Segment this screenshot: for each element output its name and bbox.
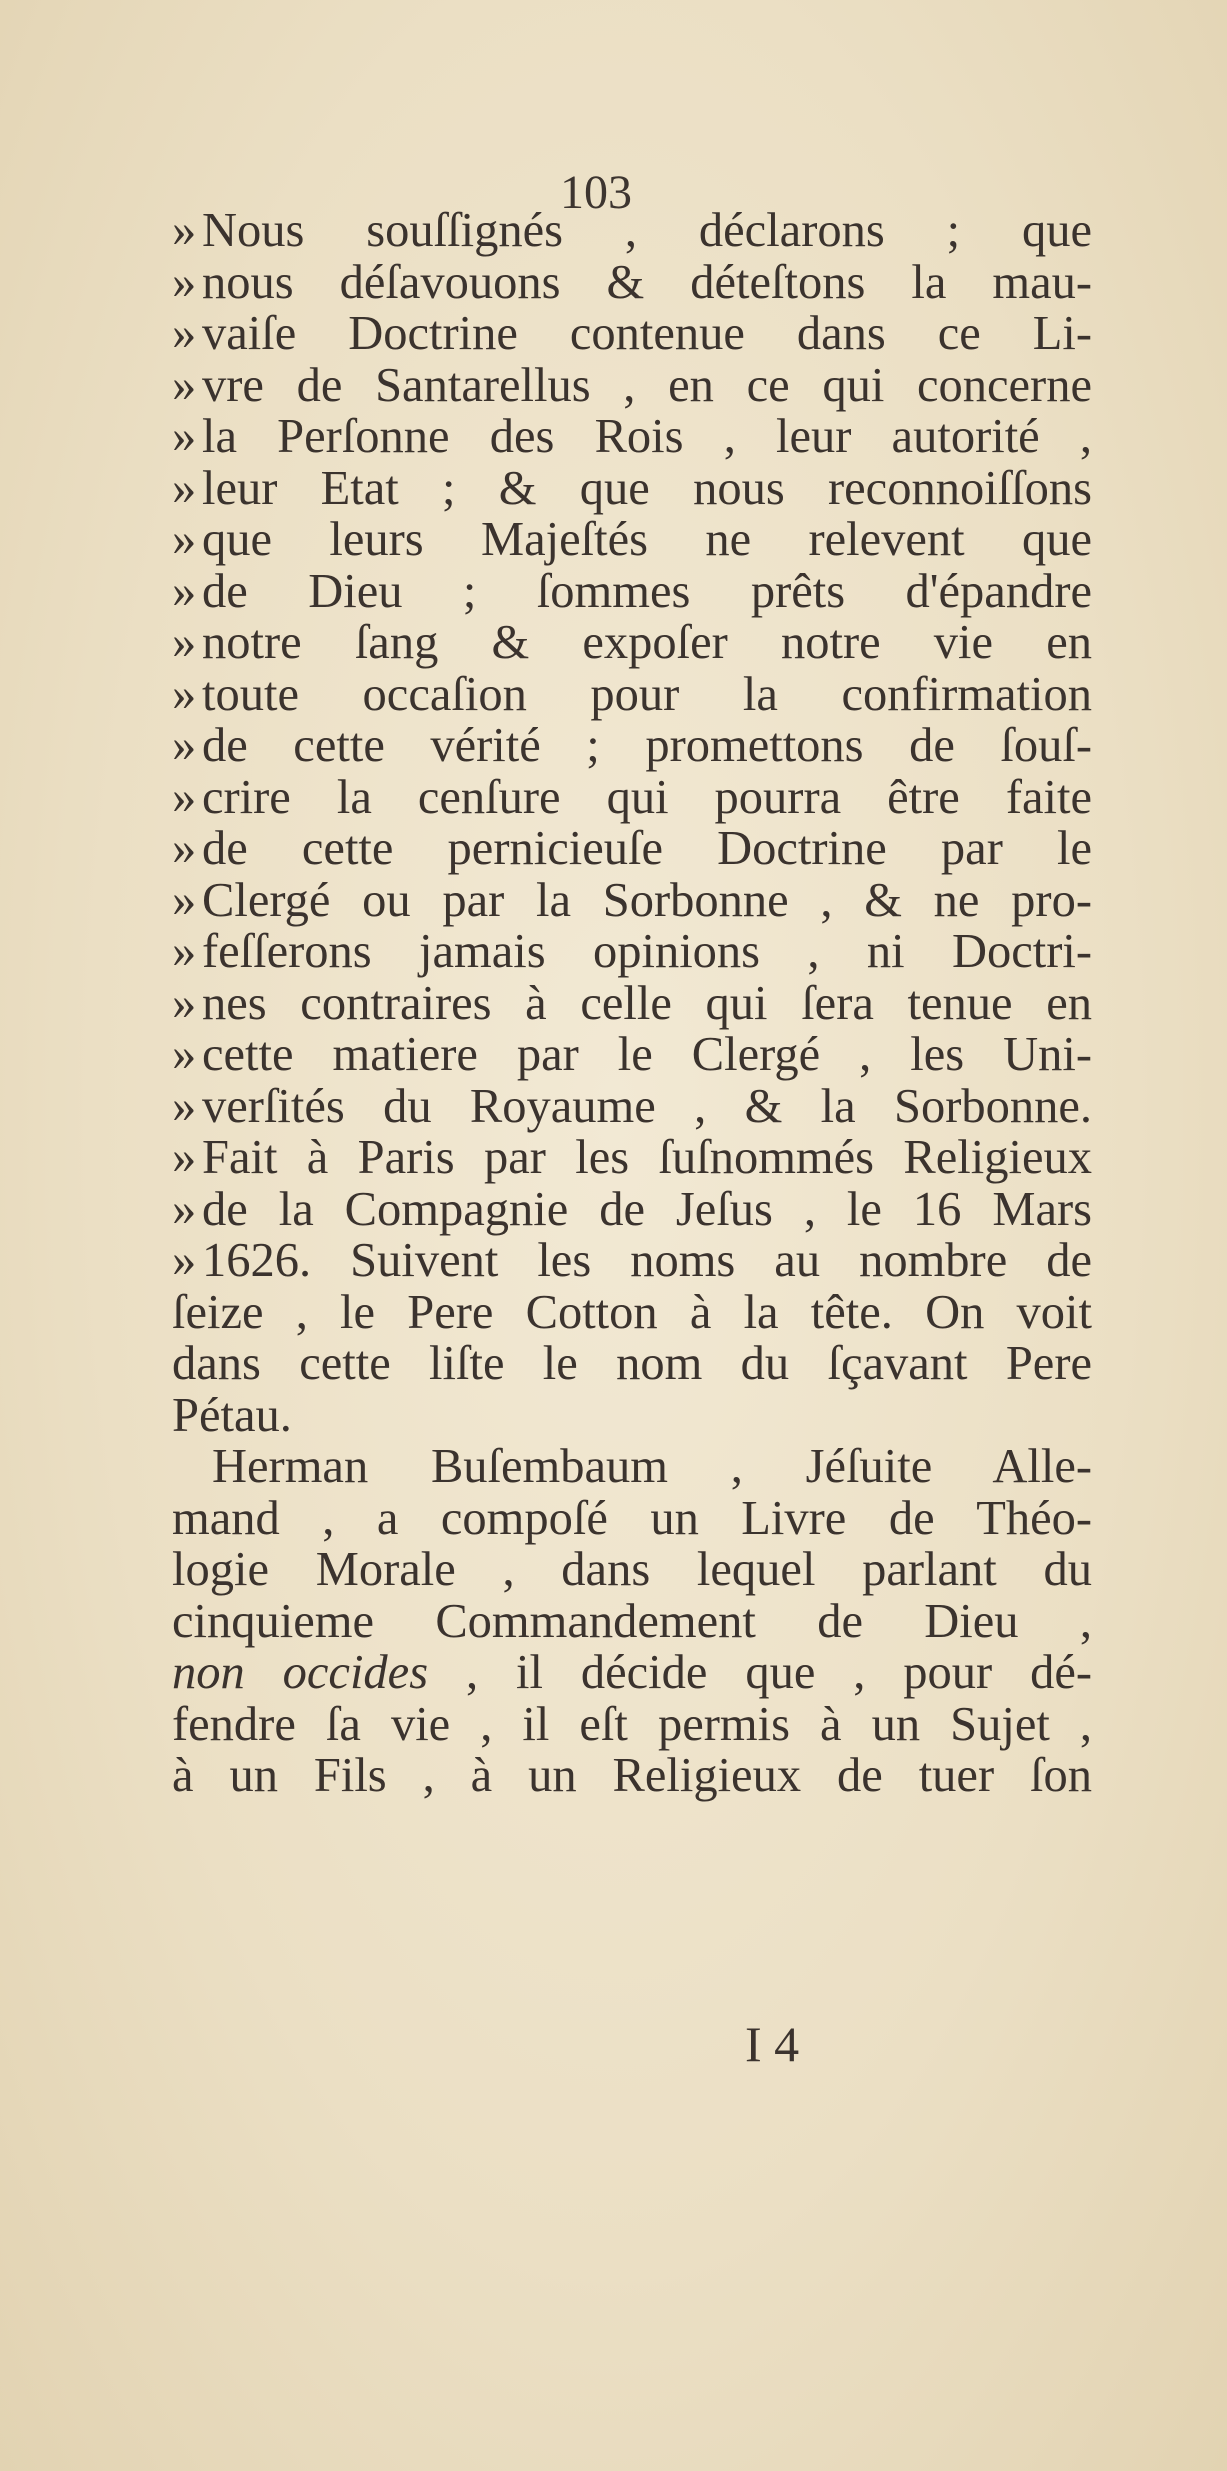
text-line: mand , a compoſé un Livre de Théo- xyxy=(172,1491,1092,1545)
text-line xyxy=(172,1647,1092,1699)
quoted-text: de cette vérité ; promettons de ſouſ- xyxy=(202,719,1092,772)
quote-marker: » xyxy=(172,1131,195,1184)
text-line: Herman Buſembaum , Jéſuite Alle- xyxy=(212,1440,1092,1493)
quoted-text: vre de Santarellus , en ce qui concerne xyxy=(202,358,1092,412)
quote-marker: » xyxy=(172,1182,195,1236)
quoted-text: de Dieu ; ſommes prêts d'épandre xyxy=(202,564,1092,618)
quoted-text: nes contraires à celle qui ſera tenue en xyxy=(202,976,1092,1030)
quoted-text: la Perſonne des Rois , leur autorité , xyxy=(202,410,1092,463)
quote-marker: » xyxy=(172,204,195,257)
quote-marker: » xyxy=(172,616,195,669)
quoted-text: cette matiere par le Clergé , les Uni- xyxy=(202,1028,1092,1081)
quoted-line xyxy=(172,720,1092,772)
page-number: 103 xyxy=(560,166,632,219)
quote-marker: » xyxy=(172,255,195,309)
quoted-text: toute occaſion pour la confirmation xyxy=(202,667,1092,721)
quote-marker: » xyxy=(172,770,195,824)
quoted-declaration xyxy=(172,205,1092,1287)
text-line: fendre ſa vie , il eſt permis à un Sujet , xyxy=(172,1697,1092,1751)
text-line: à un Fils , à un Religieux de tuer ſon xyxy=(172,1749,1092,1802)
text-line: logie Morale , dans lequel parlant du xyxy=(172,1543,1092,1596)
quote-marker: » xyxy=(172,461,195,515)
text-line: cinquieme Commandement de Dieu , xyxy=(172,1594,1092,1648)
quoted-line xyxy=(172,205,1092,257)
quote-marker: » xyxy=(172,719,195,772)
quoted-text: vaiſe Doctrine contenue dans ce Li- xyxy=(202,307,1092,360)
quoted-line xyxy=(172,669,1092,721)
quote-marker: » xyxy=(172,513,195,566)
quoted-line xyxy=(172,1132,1092,1184)
text-block xyxy=(172,205,1092,1802)
quoted-text: que leurs Majeſtés ne relevent que xyxy=(202,513,1092,566)
quoted-line xyxy=(172,978,1092,1030)
quoted-line xyxy=(172,463,1092,515)
quoted-line xyxy=(172,514,1092,566)
quoted-line xyxy=(172,566,1092,618)
text-line: ſeize , le Pere Cotton à la tête. On voit xyxy=(172,1285,1092,1339)
quote-marker: » xyxy=(172,667,195,721)
quoted-text: de la Compagnie de Jeſus , le 16 Mars xyxy=(202,1182,1092,1236)
quoted-line xyxy=(172,1081,1092,1133)
quoted-line xyxy=(172,875,1092,927)
quoted-line xyxy=(172,360,1092,412)
quoted-text: feſſerons jamais opinions , ni Doctri- xyxy=(202,925,1092,978)
paragraph-busembaum xyxy=(172,1441,1092,1802)
quoted-text: 1626. Suivent les noms au nombre de xyxy=(202,1234,1092,1287)
quote-marker: » xyxy=(172,1028,195,1081)
quoted-text: Fait à Paris par les ſuſnommés Religieux xyxy=(202,1131,1092,1184)
quote-marker: » xyxy=(172,873,195,927)
quote-marker: » xyxy=(172,1079,195,1133)
text-line: dans cette liſte le nom du ſçavant Pere xyxy=(172,1337,1092,1390)
quoted-line xyxy=(172,257,1092,309)
quoted-line xyxy=(172,617,1092,669)
quoted-line xyxy=(172,1184,1092,1236)
latin-phrase: non occides xyxy=(172,1646,429,1699)
quote-marker: » xyxy=(172,822,195,875)
text-line: Pétau. xyxy=(172,1388,292,1442)
text-fragment: , il décide que , pour dé- xyxy=(428,1646,1093,1699)
quote-marker: » xyxy=(172,410,195,463)
quoted-line xyxy=(172,308,1092,360)
quote-marker: » xyxy=(172,358,195,412)
quoted-line xyxy=(172,823,1092,875)
quoted-text: nous déſavouons & déteſtons la mau- xyxy=(202,255,1092,309)
quote-marker: » xyxy=(172,925,195,978)
declaration-continuation xyxy=(172,1287,1092,1442)
quoted-line xyxy=(172,1235,1092,1287)
quoted-text: leur Etat ; & que nous reconnoiſſons xyxy=(202,461,1092,515)
quoted-text: crire la cenſure qui pourra être faite xyxy=(202,770,1092,824)
quoted-line xyxy=(172,926,1092,978)
quote-marker: » xyxy=(172,976,195,1030)
quoted-line xyxy=(172,411,1092,463)
quoted-text: de cette pernicieuſe Doctrine par le xyxy=(202,822,1092,875)
quote-marker: » xyxy=(172,307,195,360)
quoted-line xyxy=(172,772,1092,824)
quoted-line xyxy=(172,1029,1092,1081)
quote-marker: » xyxy=(172,1234,195,1287)
quoted-text: verſités du Royaume , & la Sorbonne. xyxy=(202,1079,1092,1133)
signature-mark: I 4 xyxy=(745,2016,800,2072)
quoted-text: Nous souſſignés , déclarons ; que xyxy=(202,204,1092,257)
quoted-text: Clergé ou par la Sorbonne , & ne pro- xyxy=(202,873,1092,927)
quote-marker: » xyxy=(172,564,195,618)
quoted-text: notre ſang & expoſer notre vie en xyxy=(202,616,1092,669)
